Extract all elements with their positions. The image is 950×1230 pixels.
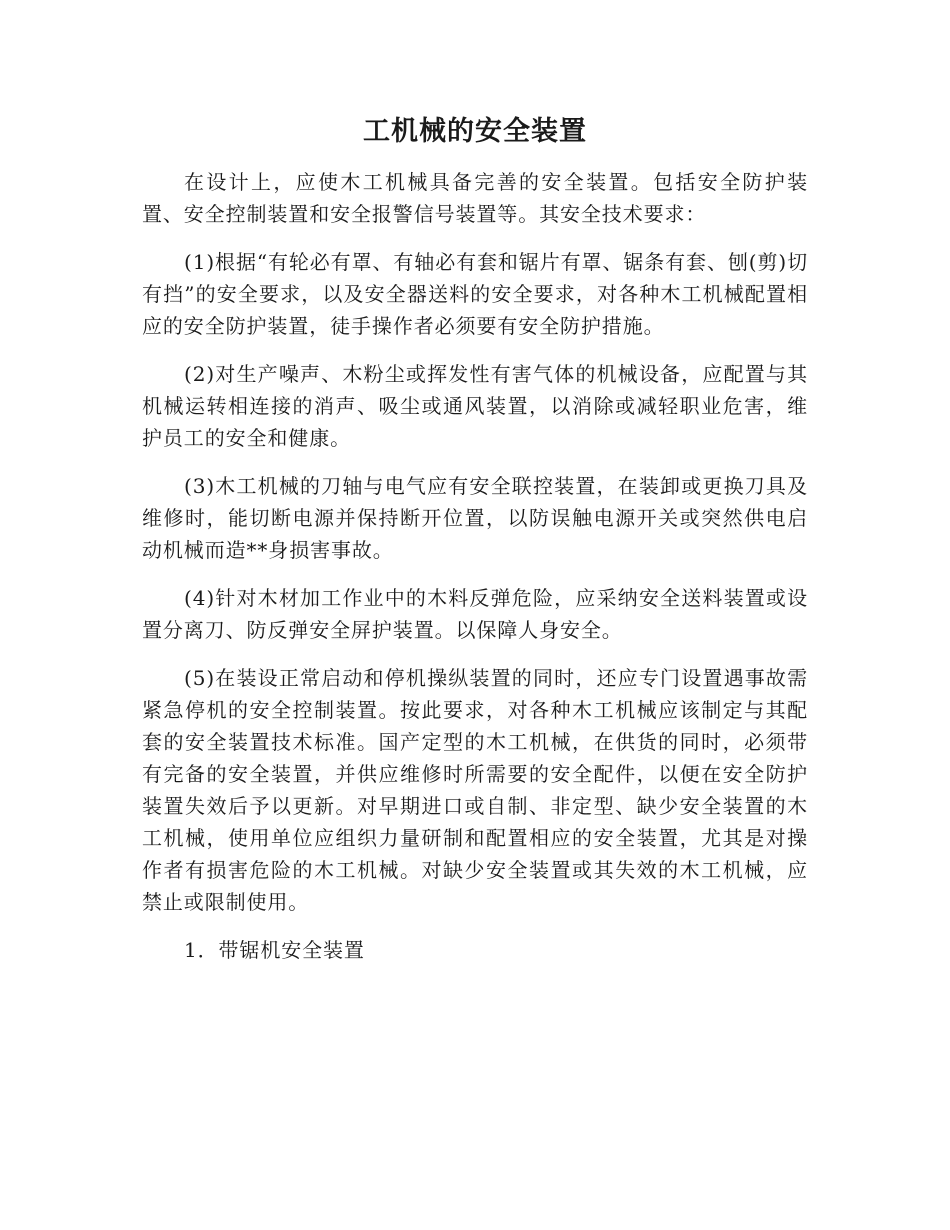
paragraph-requirement-3: (3)木工机械的刀轴与电气应有安全联控装置，在装卸或更换刀具及维修时，能切断电源并保持断开位置，以防误触电源开关或突然供电启动机械而造**身损害事故。 [142, 474, 808, 562]
document-body [142, 166, 808, 982]
paragraph-requirement-5: (5)在装设正常启动和停机操纵装置的同时，还应专门设置遇事故需紧急停机的安全控制装置。按此要求，对各种木工机械应该制定与其配套的安全装置技术标准。国产定型的木工机械，在供货的同时，必须带有完备的安全装置，并供应维修时所需要的安全配件，以便在安全防护装置失效后予以更新。对早期进口或自制、非定型、缺少安全装置的木工机械，使用单位应组织力量研制和配置相应的安全装置，尤其是对操作者有损害危险的木工机械。对缺少安全装置或其失效的木工机械，应禁止或限制使用。 [142, 666, 808, 914]
paragraph-intro: 在设计上，应使木工机械具备完善的安全装置。包括安全防护装置、安全控制装置和安全报警信号装置等。其安全技术要求： [142, 170, 808, 226]
paragraph-requirement-1: (1)根据“有轮必有罩、有轴必有套和锯片有罩、锯条有套、刨(剪)切有挡”的安全要求，以及安全器送料的安全要求，对各种木工机械配置相应的安全防护装置，徒手操作者必须要有安全防护措施。 [142, 250, 808, 338]
page-title: 工机械的安全装置 [363, 116, 587, 147]
paragraph-requirement-2: (2)对生产噪声、木粉尘或挥发性有害气体的机械设备，应配置与其机械运转相连接的消声、吸尘或通风装置，以消除或减轻职业危害，维护员工的安全和健康。 [142, 362, 808, 450]
section-heading-band-saw: 1．带锯机安全装置 [184, 938, 365, 962]
paragraph-requirement-4: (4)针对木材加工作业中的木料反弹危险，应采纳安全送料装置或设置分离刀、防反弹安全屏护装置。以保障人身安全。 [142, 586, 808, 642]
